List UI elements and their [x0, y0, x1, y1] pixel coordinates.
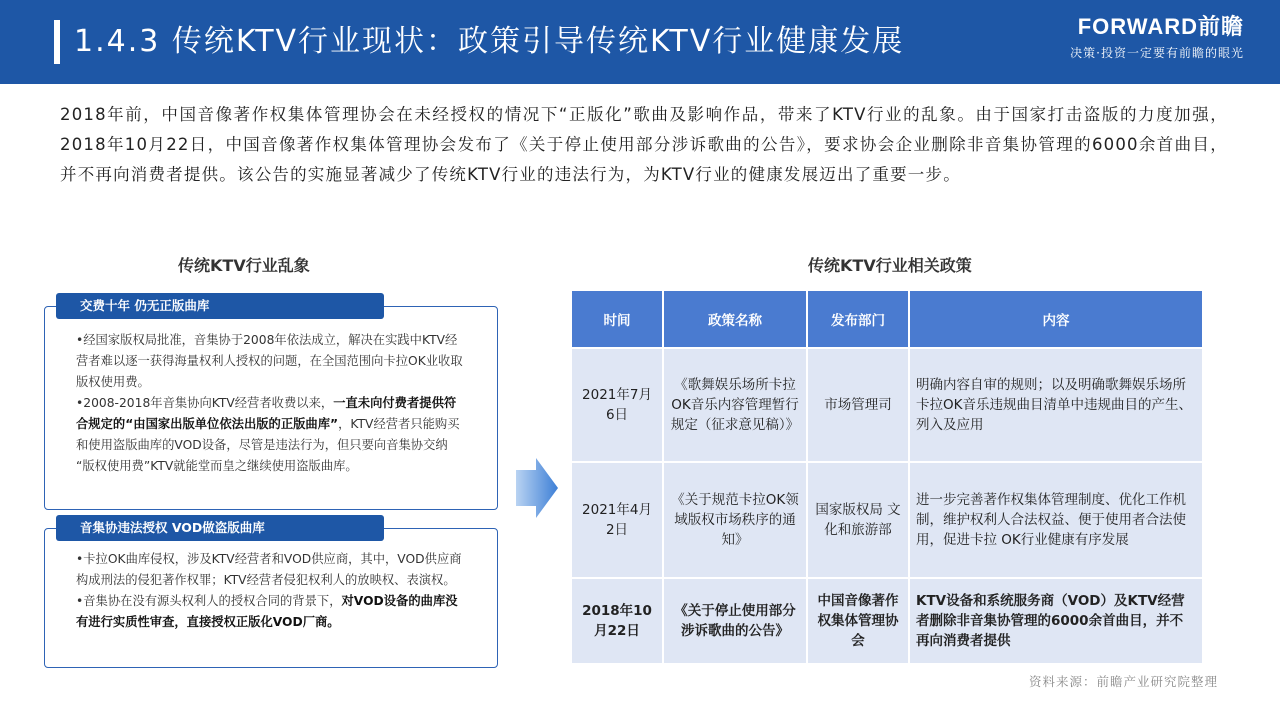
table-row — [572, 579, 1202, 663]
brand-logo — [1070, 14, 1244, 62]
policy-table — [570, 289, 1204, 665]
table-cell: 中国音像著作权集体管理协会 — [808, 579, 908, 663]
intro-paragraph: 2018年前，中国音像著作权集体管理协会在未经授权的情况下“正版化”歌曲及影响作品，带来了KTV行业的乱象。由于国家打击盗版的力度加强，2018年10月22日，中国音像著作权集体管理协会发布了《关于停止使用部分涉诉歌曲的公告》，要求协会企业删除非音集协管理的6000余首曲目，并不再向消费者提供。该公告的实施显著减少了传统KTV行业的违法行为，为KTV行业的健康发展迈出了重要一步。 — [60, 105, 1228, 184]
list-item: •经国家版权局批准，音集协于2008年依法成立，解决在实践中KTV经营者难以逐一获得海量权利人授权的问题，在全国范围向卡拉OK业收取版权使用费。 — [76, 333, 463, 389]
table-cell: 2018年10月22日 — [572, 579, 662, 663]
table-cell: 《关于停止使用部分涉诉歌曲的公告》 — [664, 579, 806, 663]
page-title: 1.4.3 传统KTV行业现状：政策引导传统KTV行业健康发展 — [74, 24, 905, 59]
table-cell: 国家版权局 文化和旅游部 — [808, 463, 908, 577]
table-cell: 市场管理司 — [808, 349, 908, 461]
column-header: 政策名称 — [664, 291, 806, 347]
table-cell: 2021年4月2日 — [572, 463, 662, 577]
table-cell: 2021年7月6日 — [572, 349, 662, 461]
column-header: 发布部门 — [808, 291, 908, 347]
chaos-panel-2-list — [76, 549, 468, 633]
header-bar — [0, 0, 1280, 84]
right-section-title: 传统KTV行业相关政策 — [808, 256, 972, 275]
left-section-title: 传统KTV行业乱象 — [178, 256, 310, 275]
list-item: •卡拉OK曲库侵权，涉及KTV经营者和VOD供应商，其中，VOD供应商构成刑法的侵犯著作权罪；KTV经营者侵犯权利人的放映权、表演权。 — [76, 552, 462, 587]
brand-slogan: 决策·投资一定要有前瞻的眼光 — [1070, 46, 1244, 60]
chaos-panel-1-tag: 交费十年 仍无正版曲库 — [56, 293, 384, 319]
table-cell: 进一步完善著作权集体管理制度、优化工作机制，维护权利人合法权益、便于使用者合法使用，促进卡拉 OK行业健康有序发展 — [910, 463, 1202, 577]
table-row — [572, 349, 1202, 461]
column-header: 时间 — [572, 291, 662, 347]
chaos-panel-2-tag: 音集协违法授权 VOD做盗版曲库 — [56, 515, 384, 541]
arrow-right-icon — [512, 456, 560, 520]
column-header: 内容 — [910, 291, 1202, 347]
list-item: •音集协在没有源头权利人的授权合同的背景下，对VOD设备的曲库没有进行实质性审查，直接授权正版化VOD厂商。 — [76, 594, 458, 629]
brand-name: FORWARD前瞻 — [1077, 14, 1244, 39]
table-cell: 《关于规范卡拉OK领域版权市场秩序的通知》 — [664, 463, 806, 577]
table-cell: 《歌舞娱乐场所卡拉OK音乐内容管理暂行规定（征求意见稿）》 — [664, 349, 806, 461]
table-header-row — [572, 291, 1202, 347]
title-accent-bar — [54, 20, 60, 64]
chaos-panel-1-list — [76, 330, 468, 477]
table-cell: 明确内容自审的规则；以及明确歌舞娱乐场所卡拉OK音乐违规曲目清单中违规曲目的产生、列入及应用 — [910, 349, 1202, 461]
table-row — [572, 463, 1202, 577]
table-cell: KTV设备和系统服务商（VOD）及KTV经营者删除非音集协管理的6000余首曲目，并不再向消费者提供 — [910, 579, 1202, 663]
source-note: 资料来源：前瞻产业研究院整理 — [1028, 674, 1218, 689]
list-item: •2008-2018年音集协向KTV经营者收费以来，一直未向付费者提供符合规定的“由国家出版单位依法出版的正版曲库”，KTV经营者只能购买和使用盗版曲库的VOD设备，尽管是违法行为，但只要向音集协交纳 “版权使用费”KTV就能堂而皇之继续使用盗版曲库。 — [76, 396, 460, 473]
